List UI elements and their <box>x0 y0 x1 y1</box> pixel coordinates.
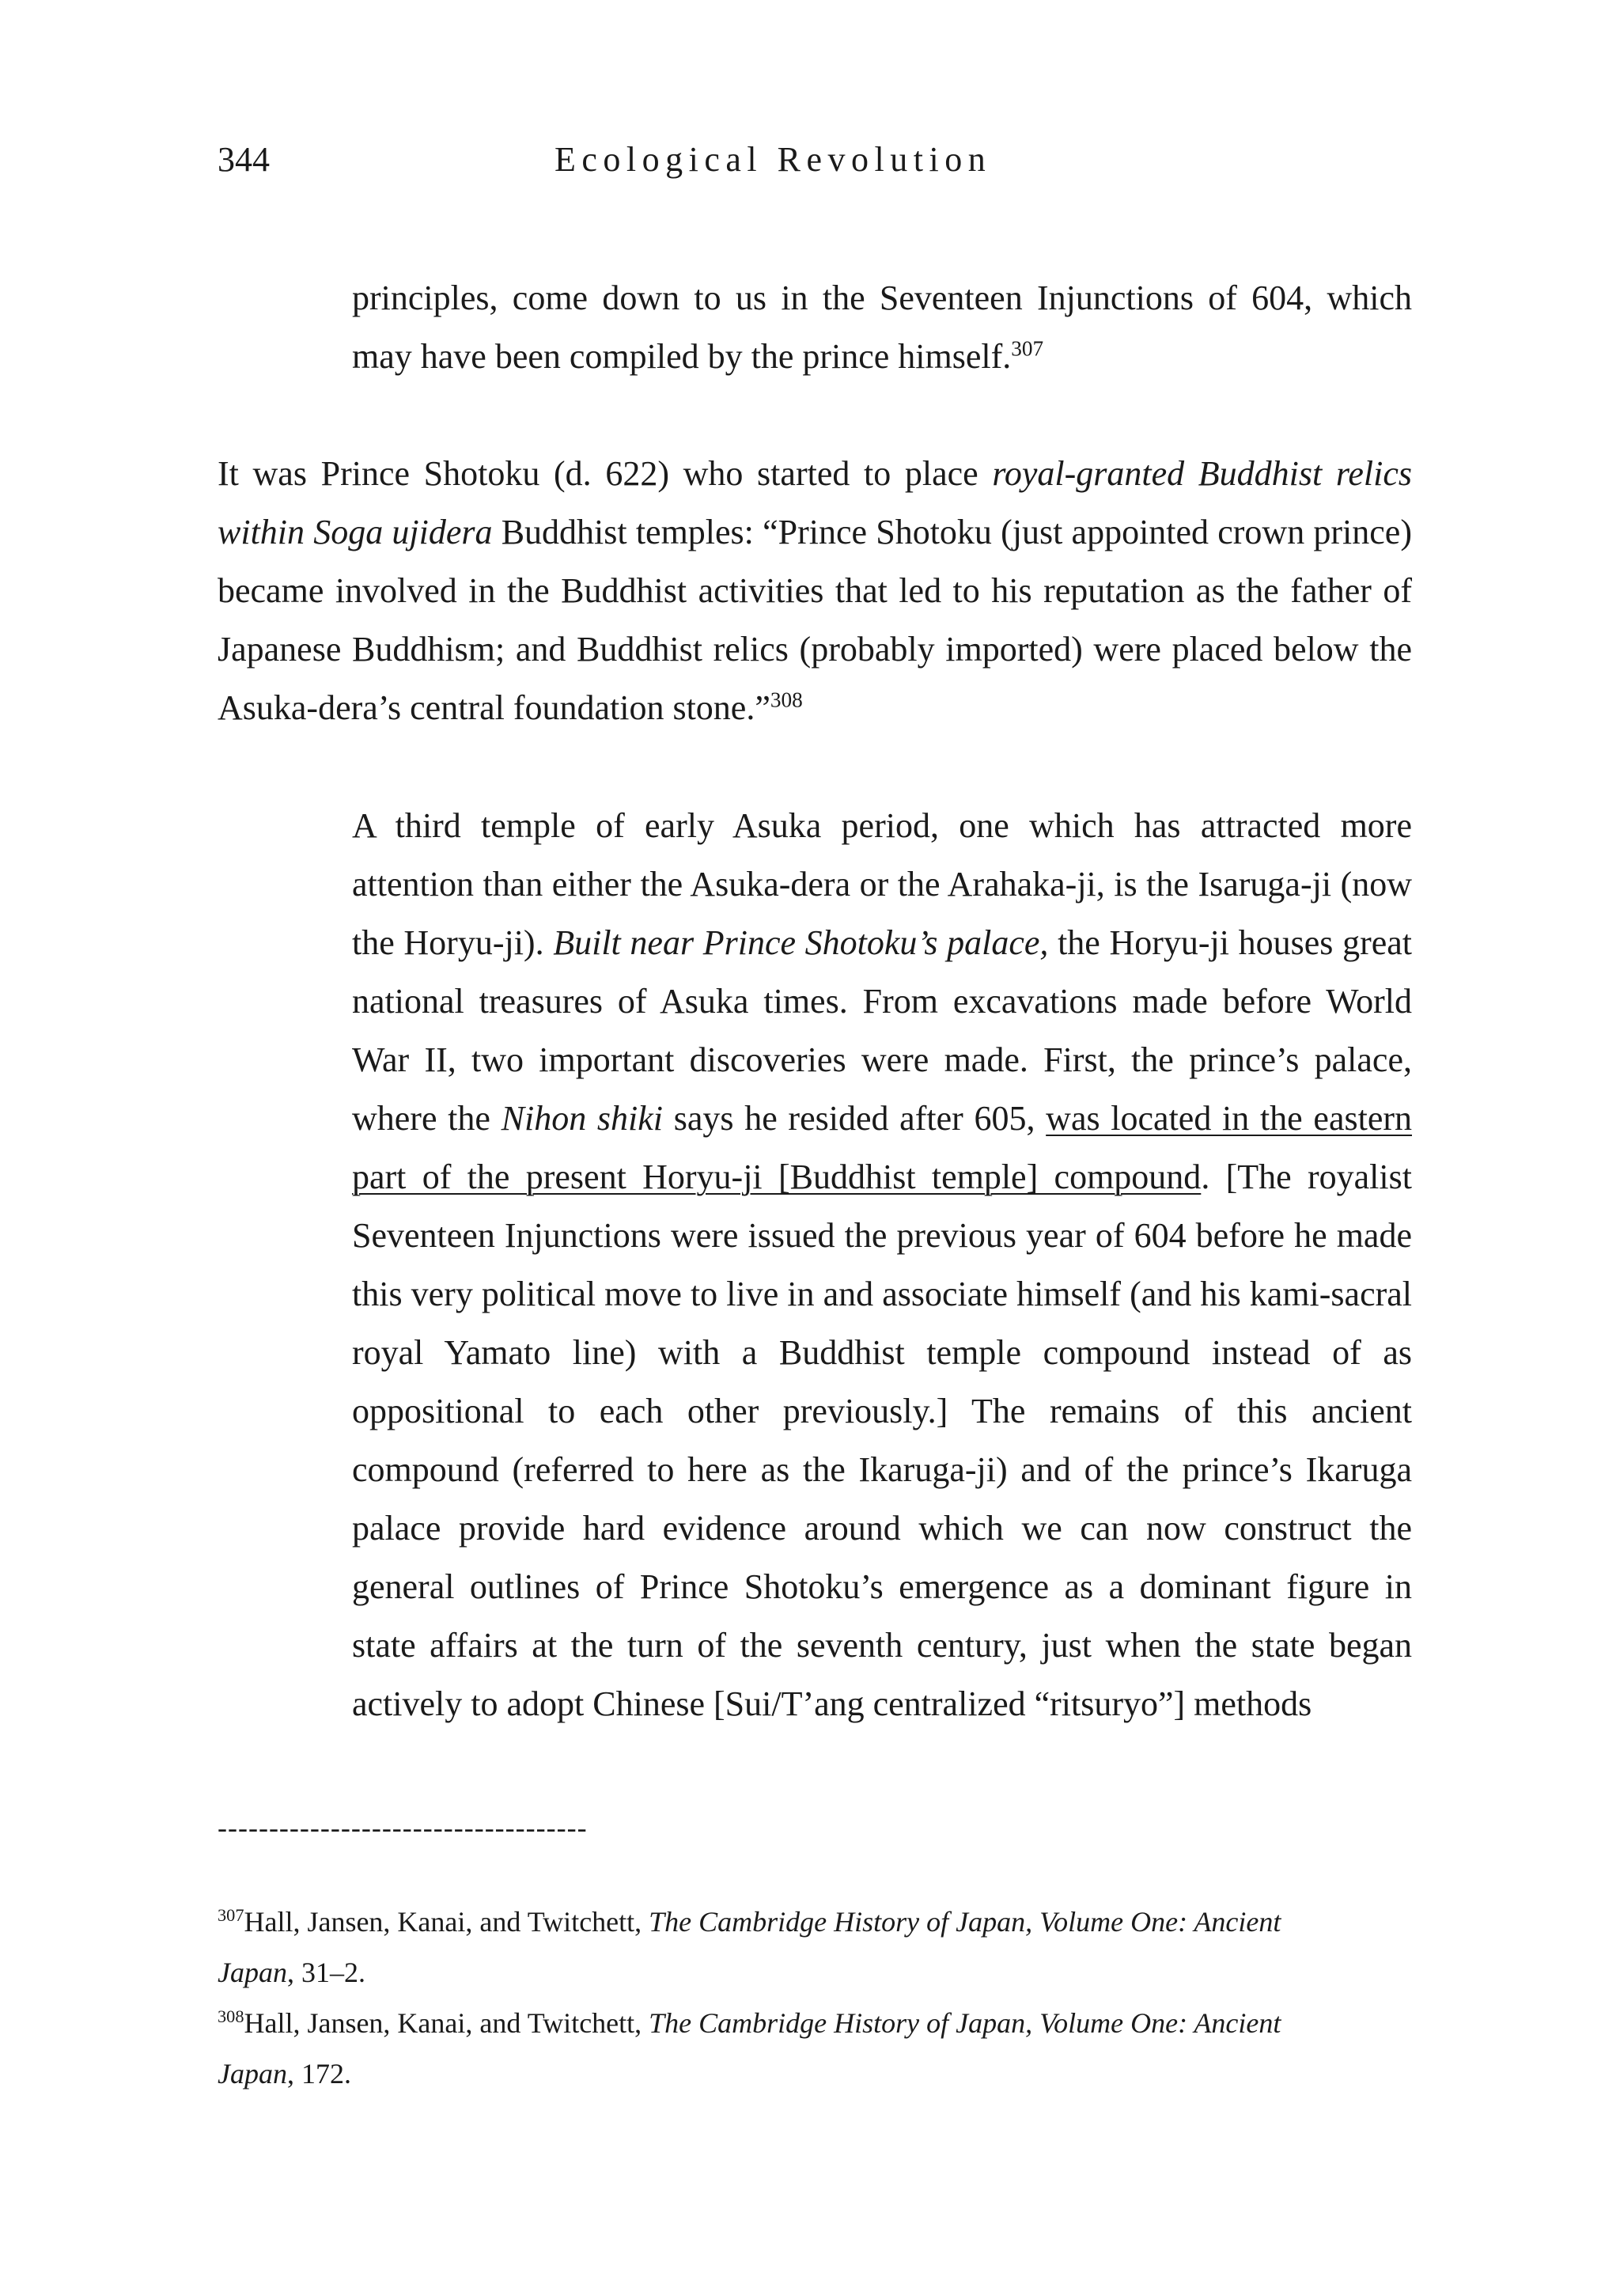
footnote-pages: , 31–2. <box>286 1957 365 1988</box>
paragraph-1-text-b: Buddhist temples: “Prince Shotoku (just appointed crown prince) became involved in the Buddhist activities that led to his reputation as the father of Japanese Buddhism; and Buddhist relics (probably imported) were placed below the Asuka-dera’s central foundation stone.” <box>218 513 1412 727</box>
footnote-separator: ------------------------------------ <box>218 1812 588 1843</box>
footnote-ref-308: 308 <box>770 688 803 712</box>
footnote-ref-307: 307 <box>1011 336 1044 361</box>
block-quote-2-text-c: says he resided after 605, <box>663 1099 1047 1138</box>
page-number: 344 <box>218 140 270 179</box>
footnote-307 <box>218 1896 1357 1998</box>
block-quote-2-text-b: the Horyu-ji houses great national treasures of Asuka times. From excavations made before World War II, two important discoveries were made. First, the prince’s palace, where the <box>352 923 1413 1138</box>
footnote-number: 307 <box>218 1905 244 1925</box>
running-head <box>218 136 1412 184</box>
footnote-authors: Hall, Jansen, Kanai, and Twitchett, <box>244 2007 649 2039</box>
footnote-pages: , 172. <box>286 2058 351 2090</box>
footnote-308 <box>218 1998 1357 2099</box>
footnote-number: 308 <box>218 2006 244 2026</box>
footnote-book-title: The Cambridge History of Japan, Volume One: Ancient Japan <box>218 1906 1281 1988</box>
block-quote-2-underlined-phrase: was located in the eastern part of the present Horyu-ji [Buddhist temple] compound <box>352 1099 1412 1196</box>
footnote-authors: Hall, Jansen, Kanai, and Twitchett, <box>244 1906 649 1938</box>
running-title: Ecological Revolution <box>555 140 992 179</box>
body-paragraph-1 <box>218 445 1412 737</box>
block-quote-2-emphasis-nihon-shiki: Nihon shiki <box>501 1099 664 1138</box>
block-quote-1-text: principles, come down to us in the Seventeen Injunctions of 604, which may have been compiled by the prince himself. <box>352 278 1412 376</box>
block-quote-2-text-d: . [The royalist Seventeen Injunctions were issued the previous year of 604 before he made this very political move to live in and associate himself (and his kami-sacral royal Yamato line) with a Buddhist temple compound instead of as oppositional to each other previously.] The remains of this ancient compound (referred to here as the Ikaruga-ji) and of the prince’s Ikaruga palace provide hard evidence around which we can now construct the general outlines of Prince Shotoku’s emergence as a dominant figure in state affairs at the turn of the seventh century, just when the state began actively to adopt Chinese [Sui/T’ang centralized “ritsuryo”] methods <box>352 1157 1412 1723</box>
paragraph-1-emphasis: royal-granted Buddhist relics within Soga ujidera <box>218 454 1412 551</box>
block-quote-2-text-a: A third temple of early Asuka period, one which has attracted more attention than either the Asuka-dera or the Arahaka-ji, is the Isaruga-ji (now the Horyu-ji). <box>352 806 1412 962</box>
paragraph-1-text-a: It was Prince Shotoku (d. 622) who started to place <box>218 454 993 493</box>
footnotes <box>218 1896 1357 2099</box>
footnote-book-title: The Cambridge History of Japan, Volume One: Ancient Japan <box>218 2007 1281 2090</box>
block-quote-2-emphasis-palace: Built near Prince Shotoku’s palace, <box>553 923 1049 962</box>
block-quote-1 <box>352 269 1412 386</box>
block-quote-2 <box>352 797 1412 1733</box>
